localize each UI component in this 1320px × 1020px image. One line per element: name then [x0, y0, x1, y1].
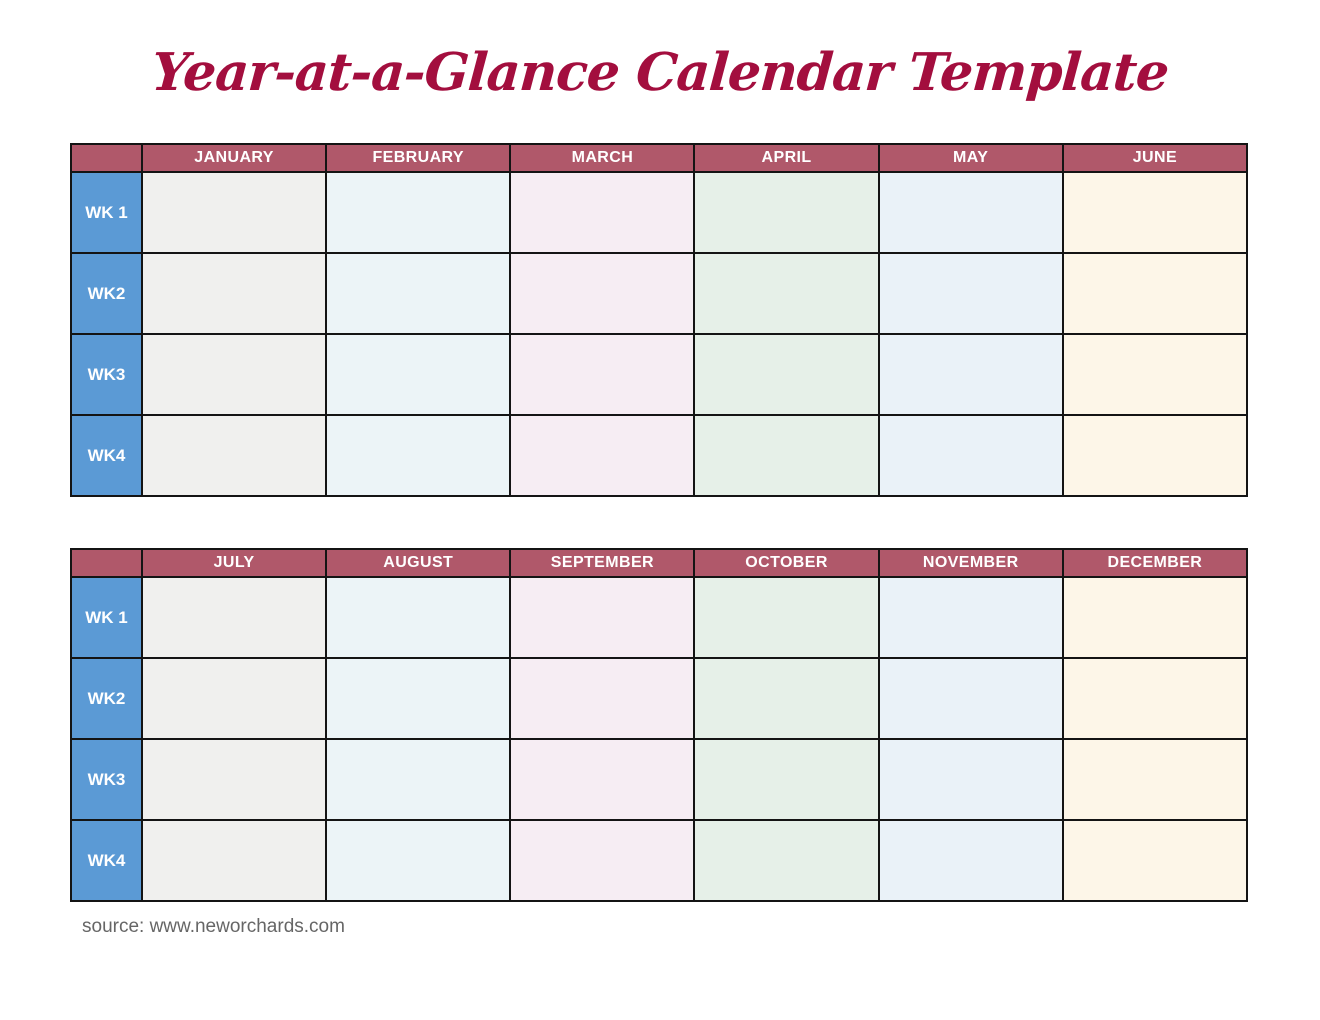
calendar-cell[interactable]	[142, 739, 326, 820]
calendar-cell[interactable]	[694, 820, 878, 901]
calendar-cell[interactable]	[1063, 820, 1247, 901]
month-header-july: JULY	[142, 549, 326, 577]
source-note: source: www.neworchards.com	[82, 916, 345, 937]
month-header-august: AUGUST	[326, 549, 510, 577]
calendar-cell[interactable]	[1063, 658, 1247, 739]
week-label-cell: WK2	[71, 253, 142, 334]
week-label-cell: WK4	[71, 415, 142, 496]
corner-cell	[71, 549, 142, 577]
calendar-cell[interactable]	[510, 172, 694, 253]
calendar-cell[interactable]	[142, 658, 326, 739]
month-header-february: FEBRUARY	[326, 144, 510, 172]
calendar-cell[interactable]	[879, 739, 1063, 820]
month-header-row	[71, 549, 1247, 577]
calendar-cell[interactable]	[326, 334, 510, 415]
month-header-november: NOVEMBER	[879, 549, 1063, 577]
month-header-april: APRIL	[694, 144, 878, 172]
calendar-cell[interactable]	[510, 820, 694, 901]
week-row	[71, 820, 1247, 901]
week-row	[71, 415, 1247, 496]
calendar-cell[interactable]	[879, 658, 1063, 739]
calendar-cell[interactable]	[879, 172, 1063, 253]
month-header-row	[71, 144, 1247, 172]
week-label-cell: WK3	[71, 739, 142, 820]
calendar-cell[interactable]	[694, 739, 878, 820]
calendar-cell[interactable]	[1063, 172, 1247, 253]
week-row	[71, 253, 1247, 334]
calendar-cell[interactable]	[326, 820, 510, 901]
week-label-cell: WK 1	[71, 172, 142, 253]
calendar-cell[interactable]	[1063, 334, 1247, 415]
month-header-december: DECEMBER	[1063, 549, 1247, 577]
page-title: Year-at-a-Glance Calendar Template	[149, 42, 1171, 103]
calendar-cell[interactable]	[510, 577, 694, 658]
calendar-cell[interactable]	[142, 334, 326, 415]
week-label-cell: WK 1	[71, 577, 142, 658]
calendar-cell[interactable]	[694, 658, 878, 739]
calendar-cell[interactable]	[1063, 253, 1247, 334]
calendar-cell[interactable]	[326, 253, 510, 334]
week-label-cell: WK3	[71, 334, 142, 415]
month-header-september: SEPTEMBER	[510, 549, 694, 577]
calendar-cell[interactable]	[510, 334, 694, 415]
calendar-cell[interactable]	[694, 577, 878, 658]
week-row	[71, 334, 1247, 415]
calendar-cell[interactable]	[1063, 577, 1247, 658]
corner-cell	[71, 144, 142, 172]
calendar-cell[interactable]	[694, 415, 878, 496]
calendar-cell[interactable]	[694, 334, 878, 415]
calendar-cell[interactable]	[142, 253, 326, 334]
calendar-cell[interactable]	[694, 253, 878, 334]
calendar-cell[interactable]	[879, 820, 1063, 901]
calendar-cell[interactable]	[879, 334, 1063, 415]
month-header-june: JUNE	[1063, 144, 1247, 172]
month-header-october: OCTOBER	[694, 549, 878, 577]
calendar-cell[interactable]	[1063, 415, 1247, 496]
calendar-cell[interactable]	[1063, 739, 1247, 820]
week-label-cell: WK2	[71, 658, 142, 739]
calendar-cell[interactable]	[326, 415, 510, 496]
week-row	[71, 739, 1247, 820]
calendar-cell[interactable]	[510, 739, 694, 820]
calendar-cell[interactable]	[510, 253, 694, 334]
calendar-cell[interactable]	[879, 415, 1063, 496]
calendar-cell[interactable]	[879, 577, 1063, 658]
week-row	[71, 172, 1247, 253]
week-row	[71, 577, 1247, 658]
week-label-cell: WK4	[71, 820, 142, 901]
calendar-cell[interactable]	[142, 415, 326, 496]
calendar-cell[interactable]	[142, 820, 326, 901]
month-header-march: MARCH	[510, 144, 694, 172]
calendar-cell[interactable]	[326, 172, 510, 253]
month-header-may: MAY	[879, 144, 1063, 172]
month-header-january: JANUARY	[142, 144, 326, 172]
calendar-cell[interactable]	[326, 577, 510, 658]
calendar-cell[interactable]	[326, 658, 510, 739]
calendar-table-second-half	[70, 548, 1248, 902]
calendar-cell[interactable]	[142, 577, 326, 658]
week-row	[71, 658, 1247, 739]
calendar-cell[interactable]	[694, 172, 878, 253]
calendar-cell[interactable]	[142, 172, 326, 253]
calendar-cell[interactable]	[326, 739, 510, 820]
calendar-table-first-half	[70, 143, 1248, 497]
calendar-cell[interactable]	[510, 658, 694, 739]
calendar-cell[interactable]	[510, 415, 694, 496]
calendar-cell[interactable]	[879, 253, 1063, 334]
